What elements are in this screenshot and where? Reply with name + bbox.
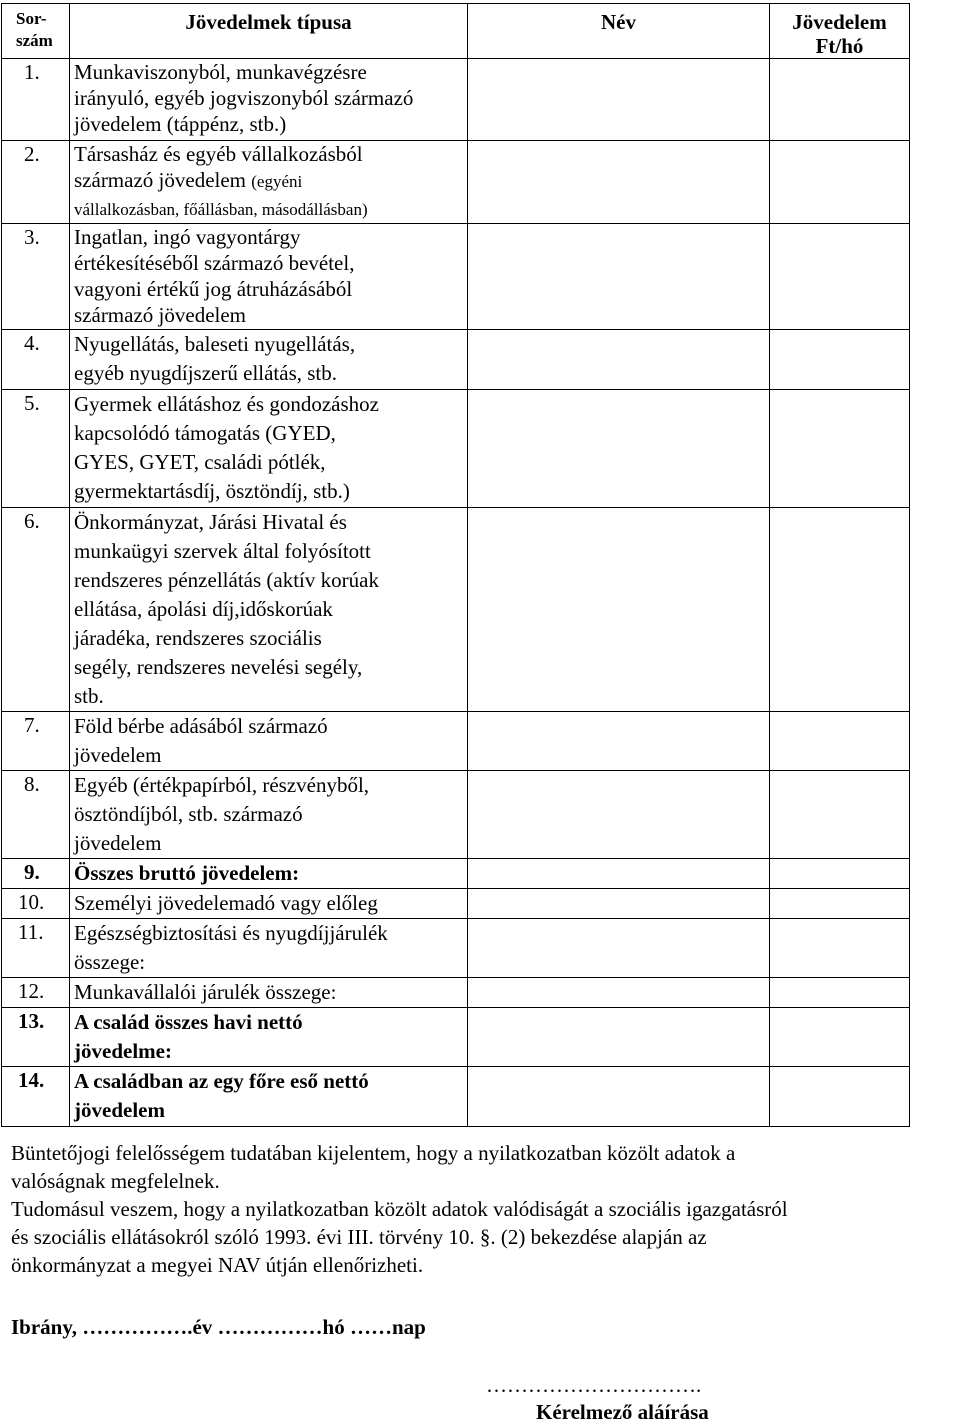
amount-cell[interactable] bbox=[770, 224, 910, 330]
name-cell[interactable] bbox=[468, 508, 770, 712]
row-number: 7. bbox=[2, 712, 70, 771]
row-number: 1. bbox=[2, 59, 70, 141]
amount-cell[interactable] bbox=[770, 1008, 910, 1067]
amount-cell[interactable] bbox=[770, 712, 910, 771]
header-sorszam: Sor- szám bbox=[2, 4, 70, 59]
amount-cell[interactable] bbox=[770, 390, 910, 508]
header-income-amount: Jövedelem Ft/hó bbox=[770, 4, 910, 59]
name-cell[interactable] bbox=[468, 141, 770, 224]
name-cell[interactable] bbox=[468, 390, 770, 508]
name-cell[interactable] bbox=[468, 1008, 770, 1067]
row-label: Gyermek ellátáshoz és gondozáshoz kapcsolódó támogatás (GYED, GYES, GYET, családi pótlék, gyermektartásdíj, ösztöndíj, stb.) bbox=[70, 390, 468, 508]
row-number: 3. bbox=[2, 224, 70, 330]
table-row bbox=[2, 889, 910, 919]
header-name: Név bbox=[468, 4, 770, 59]
table-row bbox=[2, 224, 910, 330]
row-label: A család összes havi nettó jövedelme: bbox=[70, 1008, 468, 1067]
row-number: 4. bbox=[2, 330, 70, 390]
income-table bbox=[1, 3, 910, 1127]
amount-cell[interactable] bbox=[770, 1067, 910, 1127]
name-cell[interactable] bbox=[468, 978, 770, 1008]
row-number: 11. bbox=[2, 919, 70, 978]
row-number: 8. bbox=[2, 771, 70, 859]
amount-cell[interactable] bbox=[770, 889, 910, 919]
table-row bbox=[2, 712, 910, 771]
row-label: Önkormányzat, Járási Hivatal és munkaügyi szervek által folyósított rendszeres pénzellátás (aktív korúak ellátása, ápolási díj,időskorúak járadéka, rendszeres szociális segély, rendszeres nevelési segély, stb. bbox=[70, 508, 468, 712]
table-row bbox=[2, 508, 910, 712]
name-cell[interactable] bbox=[468, 1067, 770, 1127]
name-cell[interactable] bbox=[468, 889, 770, 919]
row-label: Munkaviszonyból, munkavégzésre irányuló, egyéb jogviszonyból származó jövedelem (táppénz, stb.) bbox=[70, 59, 468, 141]
table-header-row bbox=[2, 4, 910, 59]
table-row bbox=[2, 390, 910, 508]
table-row bbox=[2, 141, 910, 224]
name-cell[interactable] bbox=[468, 712, 770, 771]
row-label: Munkavállalói járulék összege: bbox=[70, 978, 468, 1008]
declaration-paragraph-2: Tudomásul veszem, hogy a nyilatkozatban közölt adatok valódiságát a szociális igazgatásról és szociális ellátásokról szóló 1993. évi III. törvény 10. §. (2) bekezdése alapján az önkormányzat a megyei NAV útján ellenőrizheti. bbox=[11, 1197, 788, 1277]
table-row bbox=[2, 919, 910, 978]
row-number: 13. bbox=[2, 1008, 70, 1067]
table-row bbox=[2, 330, 910, 390]
amount-cell[interactable] bbox=[770, 859, 910, 889]
row-number: 10. bbox=[2, 889, 70, 919]
row-number: 9. bbox=[2, 859, 70, 889]
amount-cell[interactable] bbox=[770, 330, 910, 390]
place-and-date-line[interactable]: Ibrány, …………….év ……………hó ……nap bbox=[11, 1315, 426, 1339]
row-label: Nyugellátás, baleseti nyugellátás, egyéb nyugdíjszerű ellátás, stb. bbox=[70, 330, 468, 390]
row-label: Összes bruttó jövedelem: bbox=[70, 859, 468, 889]
name-cell[interactable] bbox=[468, 330, 770, 390]
row-number: 2. bbox=[2, 141, 70, 224]
table-row-net-income bbox=[2, 1008, 910, 1067]
table-row-total-gross bbox=[2, 859, 910, 889]
row-label: A családban az egy főre eső nettó jövedelem bbox=[70, 1067, 468, 1127]
amount-cell[interactable] bbox=[770, 771, 910, 859]
row-label: Társasház és egyéb vállalkozásból származó jövedelem (egyéni vállalkozásban, főállásban, másodállásban) bbox=[70, 141, 468, 224]
table-row bbox=[2, 771, 910, 859]
name-cell[interactable] bbox=[468, 771, 770, 859]
table-row bbox=[2, 59, 910, 141]
name-cell[interactable] bbox=[468, 919, 770, 978]
row-label: Föld bérbe adásából származó jövedelem bbox=[70, 712, 468, 771]
table-row-per-capita-income bbox=[2, 1067, 910, 1127]
amount-cell[interactable] bbox=[770, 978, 910, 1008]
header-income-type: Jövedelmek típusa bbox=[70, 4, 468, 59]
row-number: 6. bbox=[2, 508, 70, 712]
amount-cell[interactable] bbox=[770, 919, 910, 978]
name-cell[interactable] bbox=[468, 859, 770, 889]
amount-cell[interactable] bbox=[770, 59, 910, 141]
declaration-paragraph-1: Büntetőjogi felelősségem tudatában kijelentem, hogy a nyilatkozatban közölt adatok a valóságnak megfelelnek. bbox=[11, 1141, 736, 1193]
row-label: Egyéb (értékpapírból, részvényből, ösztöndíjból, stb. származó jövedelem bbox=[70, 771, 468, 859]
amount-cell[interactable] bbox=[770, 508, 910, 712]
row-label: Személyi jövedelemadó vagy előleg bbox=[70, 889, 468, 919]
row-number: 5. bbox=[2, 390, 70, 508]
name-cell[interactable] bbox=[468, 224, 770, 330]
row-number: 14. bbox=[2, 1067, 70, 1127]
table-row bbox=[2, 978, 910, 1008]
amount-cell[interactable] bbox=[770, 141, 910, 224]
signature-label: Kérelmező aláírása bbox=[536, 1400, 709, 1424]
signature-line[interactable]: …………………………. bbox=[486, 1373, 702, 1397]
row-number: 12. bbox=[2, 978, 70, 1008]
row-label: Ingatlan, ingó vagyontárgy értékesítéséből származó bevétel, vagyoni értékű jog átruházásából származó jövedelem bbox=[70, 224, 468, 330]
name-cell[interactable] bbox=[468, 59, 770, 141]
row-label: Egészségbiztosítási és nyugdíjjárulék összege: bbox=[70, 919, 468, 978]
